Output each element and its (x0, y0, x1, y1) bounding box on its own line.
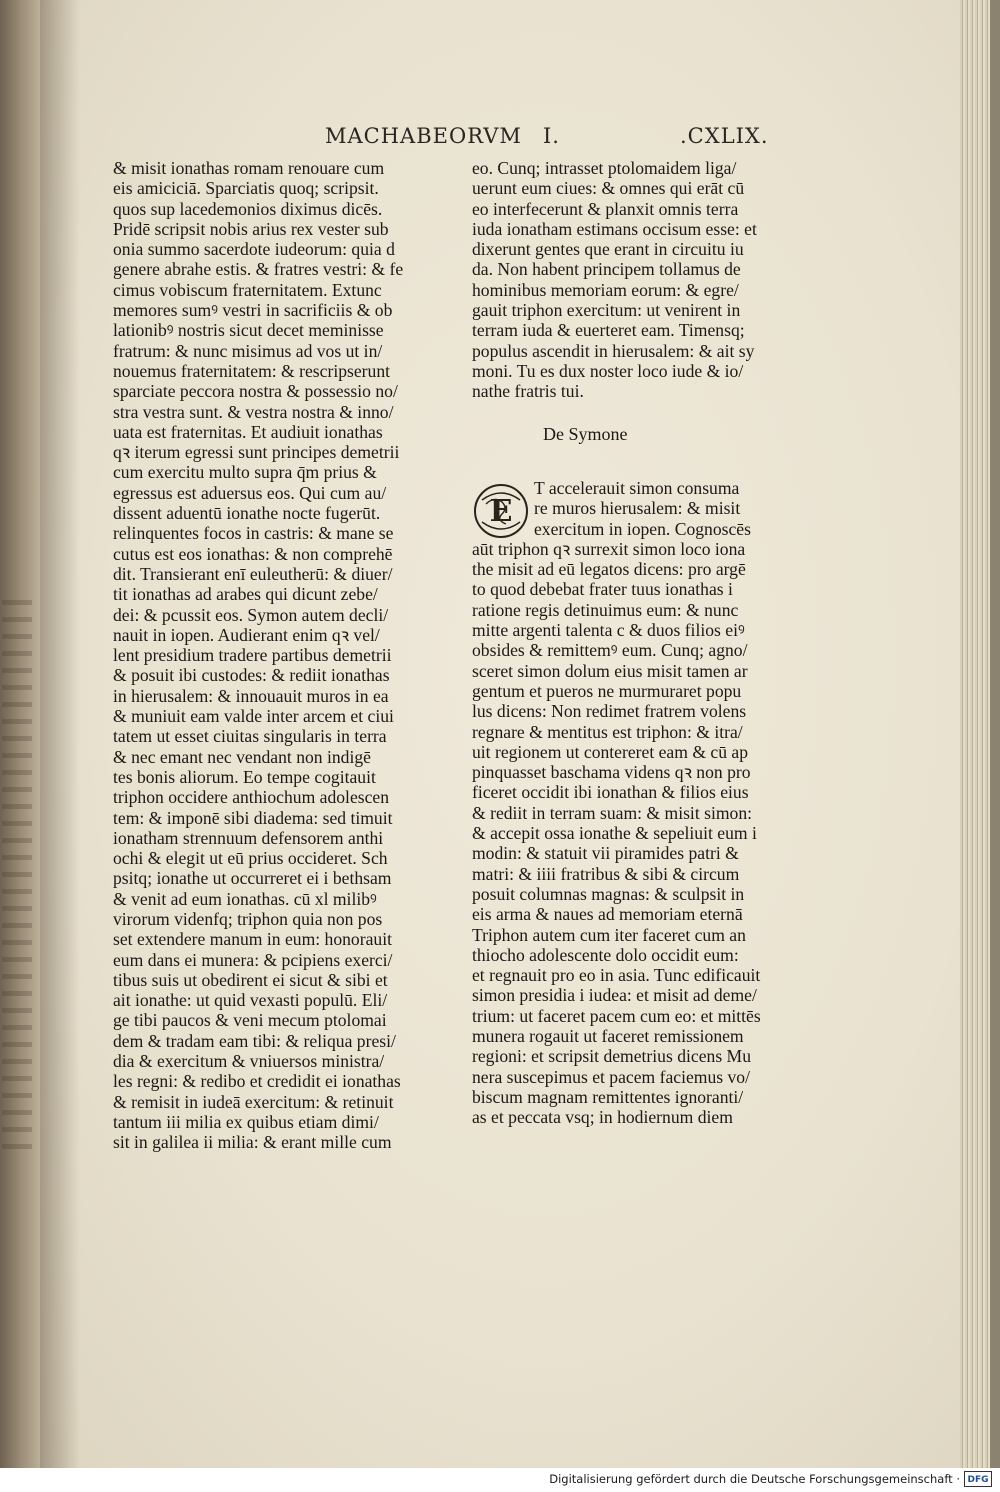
text-line: pinquasset baschama videns qꝛ non pro (472, 762, 751, 783)
folio-number: .CXLIX. (680, 124, 769, 148)
text-line: les regni: & redibo et credidit ei ionathas (113, 1071, 401, 1092)
text-column-left (113, 158, 408, 1153)
text-line: Triphon autem cum iter faceret cum an (472, 924, 746, 945)
text-line: populus ascendit in hierusalem: & ait sy (472, 340, 755, 361)
text-line: eis amiciciā. Sparciatis quoq; scripsit. (113, 178, 379, 199)
text-line: as et peccata vsq; in hodiernum diem (472, 1107, 733, 1128)
text-line: uit regionem ut contereret eam & cū ap (472, 741, 749, 762)
section-heading: De Symone (543, 424, 628, 444)
text-line: lus dicens: Non redimet fratrem volens (472, 701, 747, 722)
page-gutter-shadow (40, 0, 80, 1468)
text-line: memores sumꝰ vestri in sacrificiis & ob (113, 300, 393, 321)
text-line: gauit triphon exercitum: ut venirent in (472, 300, 741, 321)
text-line: genere abrahe estis. & fratres vestri: & fe (113, 259, 404, 280)
text-line: dia & exercitum & vniuersos ministra/ (113, 1051, 385, 1072)
text-line: nathe fratris tui. (472, 381, 584, 402)
text-line: ochi & elegit ut eū prius occideret. Sch (113, 848, 388, 869)
text-line: tantum iii milia ex quibus etiam dimi/ (113, 1111, 379, 1132)
text-line: & muniuit eam valde inter arcem et ciui (113, 706, 394, 727)
text-line: uerunt eum ciues: & omnes qui erāt cū (472, 178, 745, 199)
text-line: cutus est eos ionathas: & non comprehē (113, 543, 393, 564)
text-line: dissent aduentū ionathe nocte fugerūt. (113, 503, 381, 524)
text-line: quos sup lacedemonios diximus dicēs. (113, 198, 383, 219)
text-line: dem & tradam eam tibi: & reliqua presi/ (113, 1030, 396, 1051)
text-line: relinquentes focos in castris: & mane se (113, 523, 394, 544)
text-line: matri: & iiii fratribus & sibi & circum (472, 863, 740, 884)
text-line: eo. Cunq; intrasset ptolomaidem liga/ (472, 158, 737, 178)
text-line: & accepit ossa ionathe & sepeliuit eum i (472, 823, 757, 844)
text-line: & venit ad eum ionathas. cū xl milibꝰ (113, 888, 377, 909)
text-line: tatem ut esset ciuitas singularis in terra (113, 726, 387, 747)
text-line: ait ionathe: ut quid vexasti populū. Eli/ (113, 990, 388, 1011)
text-line: & posuit ibi custodes: & rediit ionathas (113, 665, 390, 686)
text-line: set extendere manum in eum: honorauit (113, 929, 392, 950)
text-line: da. Non habent principem tollamus de (472, 259, 741, 280)
text-line: sparciate peccora nostra & possessio no/ (113, 381, 398, 402)
text-line: modin: & statuit vii piramides patri & (472, 843, 739, 864)
text-line: tit ionathas ad arabes qui dicunt zebe/ (113, 584, 378, 605)
text-line: aūt triphon qꝛ surrexit simon loco iona (472, 538, 746, 559)
text-line: dei: & pcussit eos. Symon autem decli/ (113, 604, 389, 625)
dfg-logo: DFG (964, 1471, 992, 1487)
text-line: & misit ionathas romam renouare cum (113, 158, 385, 178)
text-line: biscum magnam remittentes ignoranti/ (472, 1086, 744, 1107)
text-line: virorum videnfq; triphon quia non pos (113, 908, 383, 929)
text-line: re muros hierusalem: & misit (534, 498, 741, 519)
text-line: sceret simon dolum eius misit tamen ar (472, 660, 748, 681)
text-line: cimus vobiscum fraternitatem. Extunc (113, 279, 382, 300)
text-line: ionatham strennuum defensorem anthi (113, 827, 384, 848)
text-line: onia summo sacerdote iudeorum: quia d (113, 239, 395, 260)
text-line: cum exercitu multo supra q̄m prius & (113, 462, 377, 483)
text-line: hominibus memoriam eorum: & egre/ (472, 279, 739, 300)
text-line: ratione regis detinuimus eum: & nunc (472, 599, 739, 620)
text-line: mitte argenti talenta c & duos filios eiꝰ (472, 620, 745, 641)
footer-bar (0, 1468, 1000, 1492)
text-column-right-bottom (472, 478, 772, 1128)
text-line: eum dans ei munera: & pcipiens exerci/ (113, 949, 393, 970)
text-line: the misit ad eū legatos dicens: pro argē (472, 559, 746, 580)
text-line: tem: & imponē sibi diadema: sed timuit (113, 807, 393, 828)
text-line: tibus suis ut obedirent ei sicut & sibi et (113, 969, 388, 990)
text-line: triphon occidere anthiochum adolescen (113, 787, 390, 808)
text-column-right-top (472, 158, 772, 402)
text-line: munera rogauit ut faceret remissionem (472, 1026, 744, 1047)
text-line: stra vestra sunt. & vestra nostra & inno/ (113, 401, 394, 422)
drop-initial-letter: E (489, 494, 513, 529)
text-line: sit in galilea ii milia: & erant mille cum (113, 1132, 392, 1153)
text-line: gentum et pueros ne murmuraret popu (472, 680, 742, 701)
text-line: psitq; ionathe ut occurreret ei i bethsam (113, 868, 392, 889)
text-line: qꝛ iterum egressi sunt principes demetrii (113, 442, 400, 463)
text-line: dit. Transierant enī euleutherū: & diuer/ (113, 563, 393, 584)
text-line: & remisit in iudeā exercitum: & retinuit (113, 1091, 394, 1112)
page-block-shadow (990, 0, 1000, 1468)
text-line: lationibꝰ nostris sicut decet meminisse (113, 320, 384, 341)
text-line: iuda ionatham estimans occisum esse: et (472, 218, 757, 239)
text-line: et regnauit pro eo in asia. Tunc edificauit (472, 965, 761, 986)
text-line: moni. Tu es dux noster loco iude & io/ (472, 360, 744, 381)
text-line: obsides & remittemꝰ eum. Cunq; agno/ (472, 640, 748, 661)
text-line: eis arma & naues ad memoriam eternā (472, 904, 743, 925)
text-line: thiocho adolescente dolo occidit eum: (472, 944, 739, 965)
text-line: exercitum in iopen. Cognoscēs (534, 518, 751, 539)
text-line: lent presidium tradere partibus demetrii (113, 645, 392, 666)
text-line: nera suscepimus et pacem faciemus vo/ (472, 1066, 750, 1087)
text-line: Pridē scripsit nobis arius rex vester sub (113, 218, 389, 239)
text-line: & rediit in terram suam: & misit simon: (472, 802, 753, 823)
text-line: regnare & mentitus est triphon: & itra/ (472, 721, 743, 742)
text-line: uata est fraternitas. Et audiuit ionathas (113, 421, 383, 442)
text-line: ge tibi paucos & veni mecum ptolomai (113, 1010, 387, 1031)
text-line: fratrum: & nunc misimus ad vos ut in/ (113, 340, 383, 361)
text-line: nauit in iopen. Audierant enim qꝛ vel/ (113, 624, 380, 645)
text-line: trium: ut faceret pacem cum eo: et mittēs (472, 1005, 761, 1026)
text-line: simon presidia i iudea: et misit ad deme/ (472, 985, 757, 1006)
page-header (325, 118, 769, 154)
text-line: in hierusalem: & innouauit muros in ea (113, 685, 389, 706)
text-line: dixerunt gentes que erant in circuitu iu (472, 239, 744, 260)
text-line: tes bonis aliorum. Eo tempe cogitauit (113, 766, 376, 787)
text-line: to quod debebat frater tuus ionathas i (472, 579, 733, 600)
text-line: regioni: et scripsit demetrius dicens Mu (472, 1046, 752, 1067)
text-line: & nec emant nec vendant non indigē (113, 746, 371, 767)
text-line: eo interfecerunt & planxit omnis terra (472, 198, 739, 219)
text-line: T accelerauit simon consuma (534, 478, 740, 498)
text-line: ficeret occidit ibi ionathan & filios eius (472, 782, 749, 803)
running-head: MACHABEORVM (325, 124, 522, 148)
facing-page-text-fragment (2, 600, 32, 1160)
text-line: terram iuda & euerteret eam. Timensq; (472, 320, 745, 341)
book-number: I. (543, 124, 560, 148)
text-line: egressus est aduersus eos. Qui cum au/ (113, 482, 387, 503)
text-line: posuit columnas magnas: & sculpsit in (472, 883, 745, 904)
text-line: nouemus fraternitatem: & rescripserunt (113, 360, 391, 381)
funding-credit: Digitalisierung gefördert durch die Deutsche Forschungsgemeinschaft · (549, 1472, 960, 1486)
